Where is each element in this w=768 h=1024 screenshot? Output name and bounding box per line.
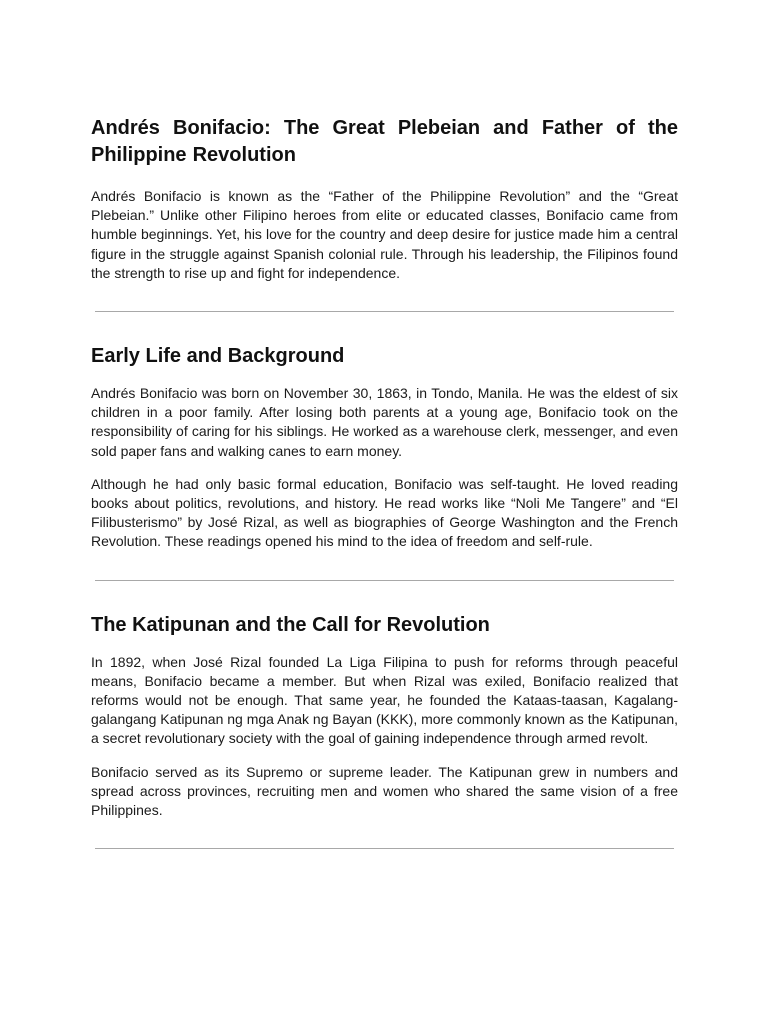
early-life-paragraph-1: Andrés Bonifacio was born on November 30, 1863, in Tondo, Manila. He was the eldest of six children in a poor family. After losing both parents at a young age, Bonifacio took on the responsibility of caring for his siblings. He worked as a warehouse clerk, messenger, and even sold paper fans and walking canes to earn money. <box>91 385 678 459</box>
section-heading-katipunan: The Katipunan and the Call for Revolution <box>91 613 490 636</box>
early-life-paragraph-2: Although he had only basic formal education, Bonifacio was self-taught. He loved reading books about politics, revolutions, and history. He read works like “Noli Me Tangere” and “El Filibusterismo” by José Rizal, as well as biographies of George Washington and the French Revolution. These readings opened his mind to the idea of freedom and self-rule. <box>91 475 678 550</box>
katipunan-paragraph-1: In 1892, when José Rizal founded La Liga Filipina to push for reforms through peaceful means, Bonifacio became a member. But when Rizal was exiled, Bonifacio realized that reforms would not be enough. That same year, he founded the Kataas-taasan, Kagalang-galangang Katipunan ng mga Anak ng Bayan (KKK), more commonly known as the Katipunan, a secret revolutionary society with the goal of gaining independence through armed revolt. <box>91 653 678 747</box>
document-content <box>91 115 678 849</box>
intro-paragraph: Andrés Bonifacio is known as the “Father of the Philippine Revolution” and the “Great Plebeian.” Unlike other Filipino heroes from elite or educated classes, Bonifacio came from humble beginnings. Yet, his love for the country and deep desire for justice made him a central figure in the struggle against Spanish colonial rule. Through his leadership, the Filipinos found the strength to rise up and fight for independence. <box>91 188 678 281</box>
section-katipunan <box>91 612 678 821</box>
document-title: Andrés Bonifacio: The Great Plebeian and Father of the Philippine Revolution <box>91 117 678 166</box>
section-early-life <box>91 343 678 552</box>
intro-section <box>91 115 678 283</box>
katipunan-paragraph-2: Bonifacio served as its Supremo or supreme leader. The Katipunan grew in numbers and spread across provinces, recruiting men and women who shared the same vision of a free Philippines. <box>91 763 678 819</box>
section-heading-early-life: Early Life and Background <box>91 345 345 368</box>
section-divider <box>95 848 674 849</box>
